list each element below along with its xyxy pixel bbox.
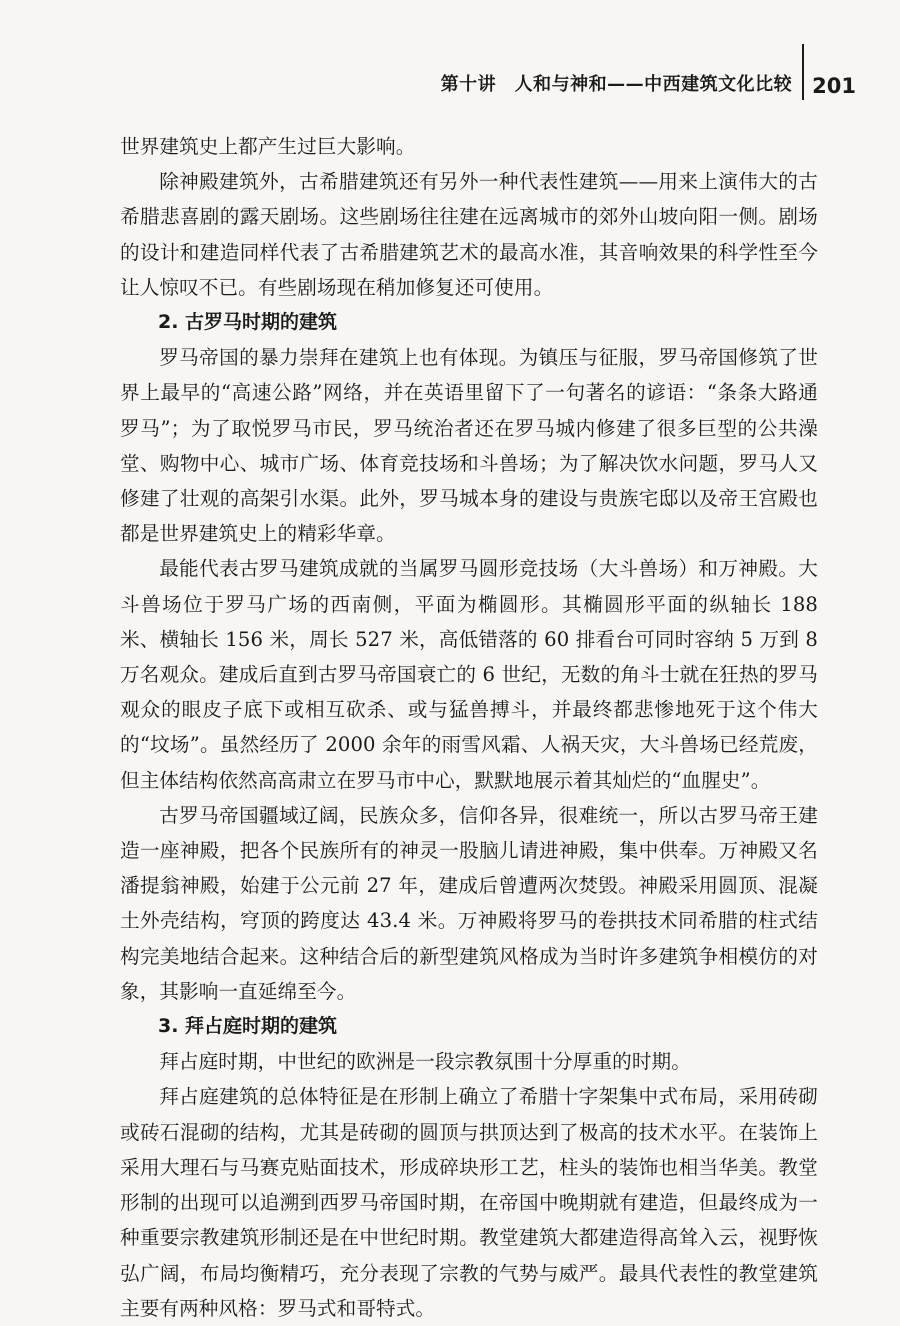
body-text: [120, 129, 818, 1326]
paragraph: 罗马帝国的暴力崇拜在建筑上也有体现。为镇压与征服，罗马帝国修筑了世界上最早的“高速公路”网络，并在英语里留下了一句著名的谚语：“条条大路通罗马”；为了取悦罗马市民，罗马统治者还在罗马城内修建了很多巨型的公共澡堂、购物中心、城市广场、体育竞技场和斗兽场；为了解决饮水问题，罗马人又修建了壮观的高架引水渠。此外，罗马城本身的建设与贵族宅邸以及帝王宫殿也都是世界建筑史上的精彩华章。: [120, 346, 818, 546]
chapter-title: 第十讲 人和与神和——中西建筑文化比较: [440, 74, 793, 95]
paragraph: 除神殿建筑外，古希腊建筑还有另外一种代表性建筑——用来上演伟大的古希腊悲喜剧的露天剧场。这些剧场往往建在远离城市的郊外山坡向阳一侧。剧场的设计和建造同样代表了古希腊建筑艺术的最高水准，其音响效果的科学性至今让人惊叹不已。有些剧场现在稍加修复还可使用。: [120, 170, 818, 299]
page-number: 201: [812, 74, 856, 98]
running-header: [441, 62, 856, 102]
paragraph: 拜占庭时期，中世纪的欧洲是一段宗教氛围十分厚重的时期。: [159, 1050, 691, 1074]
paragraph: 最能代表古罗马建筑成就的当属罗马圆形竞技场（大斗兽场）和万神殿。大斗兽场位于罗马广场的西南侧，平面为椭圆形。其椭圆形平面的纵轴长 188 米、横轴长 156 米，周长 527 米，高低错落的 60 排看台可同时容纳 5 万到 8 万名观众。建成后直到古罗马帝国衰亡的 6 世纪，无数的角斗士就在狂热的罗马观众的眼皮子底下或相互砍杀、或与猛兽搏斗，并最终都悲惨地死于这个伟大的“坟场”。虽然经历了 2000 余年的雨雪风霜、人祸天灾，大斗兽场已经荒废，但主体结构依然高高肃立在罗马市中心，默默地展示着其灿烂的“血腥史”。: [120, 557, 818, 792]
paragraph: 古罗马帝国疆域辽阔，民族众多，信仰各异，很难统一，所以古罗马帝王建造一座神殿，把各个民族所有的神灵一股脑儿请进神殿，集中供奉。万神殿又名潘提翁神殿，始建于公元前 27 年，建成后曾遭两次焚毁。神殿采用圆顶、混凝土外壳结构，穹顶的跨度达 43.4 米。万神殿将罗马的卷拱技术同希腊的柱式结构完美地结合起来。这种结合后的新型建筑风格成为当时许多建筑争相模仿的对象，其影响一直延绵至今。: [120, 803, 818, 1003]
paragraph: 世界建筑史上都产生过巨大影响。: [120, 135, 416, 158]
section-heading: 3. 拜占庭时期的建筑: [158, 1015, 338, 1038]
section-heading: 2. 古罗马时期的建筑: [158, 311, 338, 334]
paragraph: 拜占庭建筑的总体特征是在形制上确立了希腊十字架集中式布局，采用砖砌或砖石混砌的结构，尤其是砖砌的圆顶与拱顶达到了极高的技术水平。在装饰上采用大理石与马赛克贴面技术，形成碎块形工艺，柱头的装饰也相当华美。教堂形制的出现可以追溯到西罗马帝国时期，在帝国中晚期就有建造，但最终成为一种重要宗教建筑形制还是在中世纪时期。教堂建筑大都建造得高耸入云，视野恢弘广阔，布局均衡精巧，充分表现了宗教的气势与威严。最具代表性的教堂建筑主要有两种风格：罗马式和哥特式。: [120, 1085, 818, 1320]
